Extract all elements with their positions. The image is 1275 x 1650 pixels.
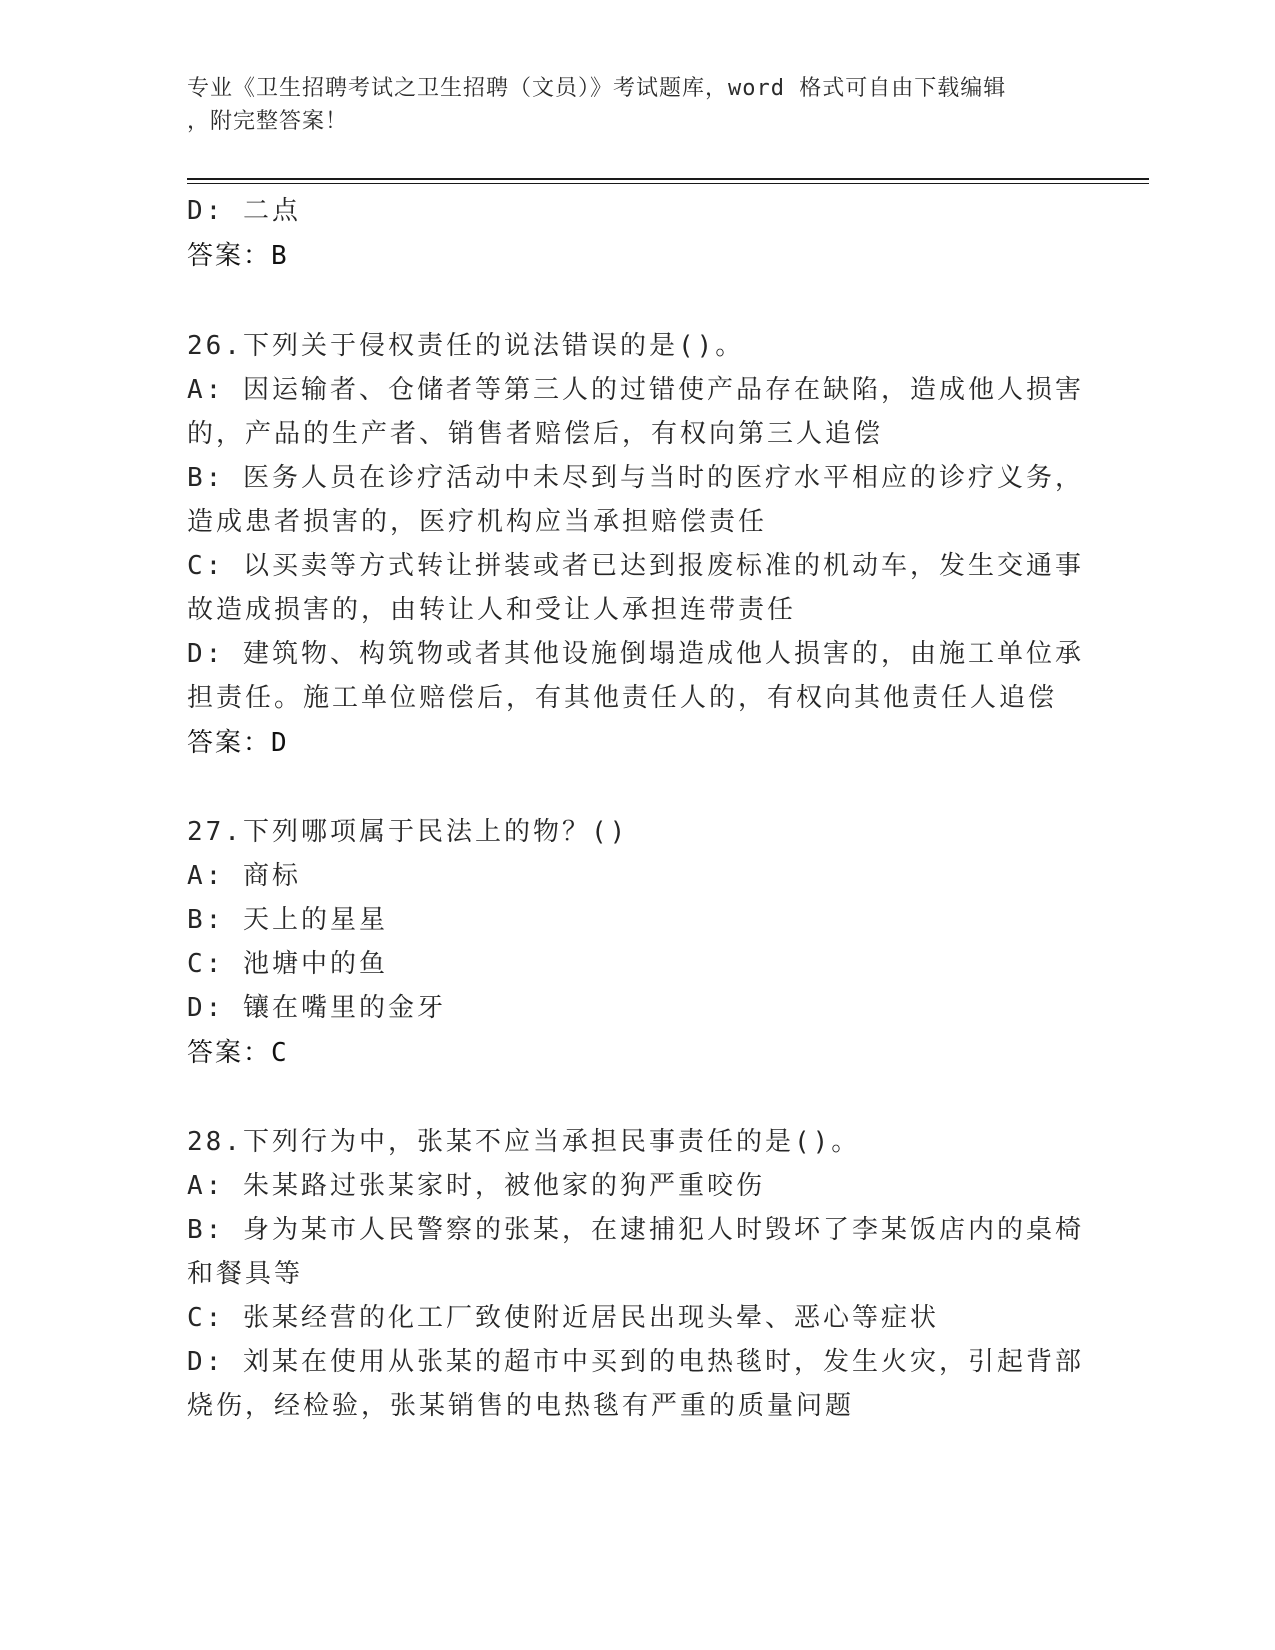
- question-27-option-a: A: 商标: [187, 861, 301, 891]
- header-divider-thick: [187, 178, 1149, 180]
- answer-value: D: [271, 728, 289, 758]
- question-26-answer: [187, 722, 289, 759]
- page-header: [187, 72, 1087, 138]
- question-27-option-b: B: 天上的星星: [187, 905, 388, 935]
- question-28-option-b-line2: 和餐具等: [187, 1259, 304, 1289]
- header-divider-thin: [187, 183, 1149, 184]
- question-27-option-c: C: 池塘中的鱼: [187, 949, 388, 979]
- prev-answer: [187, 235, 289, 272]
- answer-value: C: [271, 1038, 289, 1068]
- question-26-option-d-line1: D: 建筑物、构筑物或者其他设施倒塌造成他人损害的，由施工单位承: [187, 639, 1084, 669]
- question-28-option-b-line1: B: 身为某市人民警察的张某，在逮捕犯人时毁坏了李某饭店内的桌椅: [187, 1215, 1084, 1245]
- question-26-stem: 26.下列关于侵权责任的说法错误的是()。: [187, 331, 745, 361]
- question-26-option-c-line2: 故造成损害的，由转让人和受让人承担连带责任: [187, 595, 797, 625]
- question-28-option-c: C: 张某经营的化工厂致使附近居民出现头晕、恶心等症状: [187, 1303, 939, 1333]
- header-line-1: 专业《卫生招聘考试之卫生招聘（文员）》考试题库，word 格式可自由下载编辑: [187, 76, 1007, 101]
- question-28-option-a: A: 朱某路过张某家时，被他家的狗严重咬伤: [187, 1171, 765, 1201]
- question-28-option-d-line2: 烧伤，经检验，张某销售的电热毯有严重的质量问题: [187, 1391, 855, 1421]
- question-27-stem: 27.下列哪项属于民法上的物？(): [187, 817, 629, 847]
- question-28-stem: 28.下列行为中，张某不应当承担民事责任的是()。: [187, 1127, 861, 1157]
- question-28-option-d-line1: D: 刘某在使用从张某的超市中买到的电热毯时，发生火灾，引起背部: [187, 1347, 1084, 1377]
- question-26-option-d-line2: 担责任。施工单位赔偿后，有其他责任人的，有权向其他责任人追偿: [187, 683, 1058, 713]
- question-26-option-a-line2: 的，产品的生产者、销售者赔偿后，有权向第三人追偿: [187, 419, 884, 449]
- header-line-2: ，附完整答案！: [187, 109, 349, 134]
- question-27-answer: [187, 1032, 289, 1069]
- prev-option-d: D: 二点: [187, 196, 301, 226]
- question-27-option-d: D: 镶在嘴里的金牙: [187, 993, 446, 1023]
- answer-label: 答案：: [187, 1038, 272, 1068]
- question-26-option-b-line2: 造成患者损害的，医疗机构应当承担赔偿责任: [187, 507, 768, 537]
- answer-label: 答案：: [187, 728, 272, 758]
- answer-label: 答案：: [187, 241, 272, 271]
- answer-value: B: [271, 241, 289, 271]
- question-26-option-a-line1: A: 因运输者、仓储者等第三人的过错使产品存在缺陷，造成他人损害: [187, 375, 1084, 405]
- question-26-option-c-line1: C: 以买卖等方式转让拼装或者已达到报废标准的机动车，发生交通事: [187, 551, 1084, 581]
- question-26-option-b-line1: B: 医务人员在诊疗活动中未尽到与当时的医疗水平相应的诊疗义务，: [187, 463, 1084, 493]
